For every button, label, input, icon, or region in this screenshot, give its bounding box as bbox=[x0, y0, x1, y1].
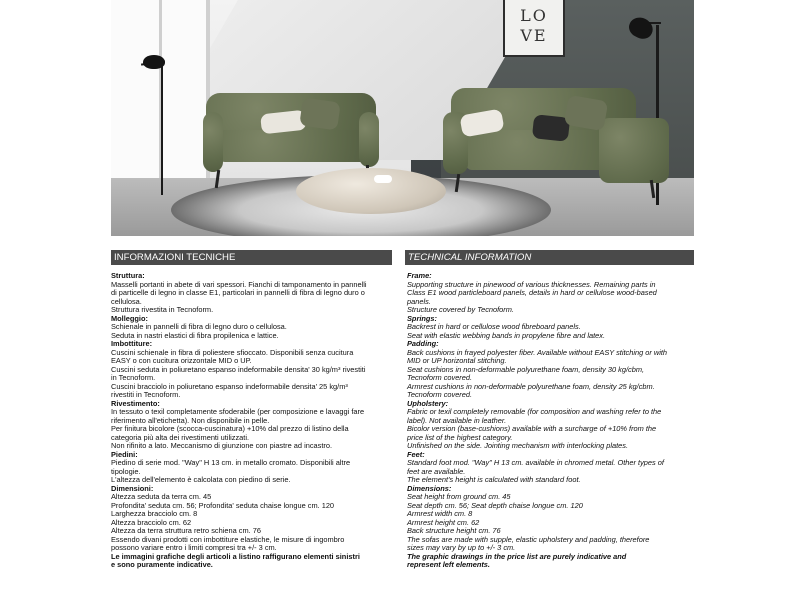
header-italian: INFORMAZIONI TECNICHE bbox=[111, 250, 392, 265]
disclaimer-line: Le immagini grafiche degli articoli a listino raffigurano elementi sinistri bbox=[111, 551, 360, 561]
spec-line: di particelle di legno in classe E1, particolari in pannelli di fibra di legno duro o bbox=[111, 288, 365, 297]
section-heading: Feet: bbox=[407, 449, 425, 459]
spec-line: Altezza seduta da terra cm. 45 bbox=[111, 492, 212, 501]
spec-line: Altezza da terra struttura retro schiena cm. 76 bbox=[111, 526, 261, 535]
spec-line: Larghezza bracciolo cm. 8 bbox=[111, 509, 198, 518]
product-photo bbox=[111, 0, 694, 236]
spec-line: Unfinished on the side. Jointing mechanism with interlocking plates. bbox=[407, 441, 629, 450]
poster-text-2: VE bbox=[520, 26, 548, 45]
spec-line: Bicolor version (base-cushions) available with a surcharge of +10% from the bbox=[407, 424, 657, 433]
spec-line: Piedino di serie mod. "Way" H 13 cm. in metallo cromato. Disponibili altre bbox=[111, 458, 351, 467]
section-heading: Molleggio: bbox=[111, 313, 148, 323]
spec-line: Seduta in nastri elastici di fibra propilenica e lattice. bbox=[111, 330, 279, 340]
spec-line: Tecnoform covered. bbox=[407, 390, 473, 399]
spec-line: feet are available. bbox=[407, 466, 466, 476]
spec-line: Altezza bracciolo cm. 62 bbox=[111, 517, 192, 527]
spec-line: Per finitura bicolore (scocca-cuscinatura) +10% dal prezzo di listino della bbox=[111, 424, 349, 433]
section-heading: Frame: bbox=[407, 271, 432, 280]
spec-line: riferimento all'etichetta). Non disponibile in pelle. bbox=[111, 415, 270, 425]
spec-line: Masselli portanti in abete di vari spessori. Fianchi di tamponamento in pannelli bbox=[111, 279, 367, 289]
spec-line: possono variare entro i limiti compresi tra +/- 3 cm. bbox=[111, 543, 277, 552]
spec-line: tipologie. bbox=[111, 466, 141, 476]
section-heading: Struttura: bbox=[111, 271, 145, 280]
spec-line: Seat with elastic webbing bands in propylene fibre and latex. bbox=[407, 330, 606, 340]
spec-line: The element's height is calculated with standard foot. bbox=[407, 475, 581, 484]
disclaimer-line: represent left elements. bbox=[407, 560, 490, 569]
spec-line: Cuscini bracciolo in poliuretano espanso indeformabile densita' 25 kg/m³ bbox=[111, 381, 348, 391]
photo-coffee-table bbox=[296, 168, 446, 214]
spec-line: sizes may vary by up to +/- 3 cm. bbox=[407, 543, 516, 552]
spec-line: MID or UP horizontal stitching. bbox=[407, 356, 507, 365]
spec-line: Cuscini seduta in poliuretano espanso indeformabile densita' 30 kg/m³ rivestiti bbox=[111, 364, 366, 374]
left-lamp-shade bbox=[143, 55, 165, 69]
spec-line: Schienale in pannelli di fibra di legno duro o cellulosa. bbox=[111, 322, 287, 331]
spec-line: Essendo divani prodotti con imbottiture elastiche, le misure di ingombro bbox=[111, 534, 345, 544]
spec-line: Seat height from ground cm. 45 bbox=[407, 492, 511, 501]
spec-line: Tecnoform covered. bbox=[407, 373, 473, 382]
section-heading: Imbottiture: bbox=[111, 339, 153, 348]
section-heading: Dimensioni: bbox=[111, 483, 154, 493]
spec-line: panels. bbox=[407, 296, 431, 306]
spec-line: L'altezza dell'elemento è calcolata con piedino di serie. bbox=[111, 475, 291, 484]
spec-line: Class E1 wood particleboard panels, details in hard or cellulose wood-based bbox=[407, 288, 657, 297]
spec-line: Armrest width cm. 8 bbox=[407, 509, 473, 518]
english-specs-column bbox=[407, 272, 697, 570]
left-sofa-pillow-green bbox=[299, 97, 341, 130]
section-heading: Piedini: bbox=[111, 449, 138, 459]
spec-line: Profondita' seduta cm. 56; Profondita' seduta chaise longue cm. 120 bbox=[111, 500, 335, 510]
spec-line: in Tecnoform. bbox=[111, 373, 156, 382]
disclaimer-line: e sono puramente indicative. bbox=[111, 560, 213, 569]
spec-line: Seat cushions in non-deformable polyurethane foam, density 30 kg/cbm, bbox=[407, 364, 645, 374]
spec-line: Armrest height cm. 62 bbox=[407, 517, 480, 527]
spec-line: Standard foot mod. "Way" H 13 cm. available in chromed metal. Other types of bbox=[407, 458, 664, 467]
spec-line: Supporting structure in pinewood of various thicknesses. Remaining parts in bbox=[407, 279, 656, 289]
spec-line: Fabric or texil completely removable (for composition and washing refer to the bbox=[407, 407, 662, 416]
spec-line: Back structure height cm. 76 bbox=[407, 526, 501, 535]
spec-line: cellulosa. bbox=[111, 296, 142, 306]
spec-line: Back cushions in frayed polyester fiber. Available without EASY stitching or with bbox=[407, 347, 668, 357]
spec-line: rivestiti in Tecnoform. bbox=[111, 390, 181, 399]
spec-line: Struttura rivestita in Tecnoform. bbox=[111, 305, 214, 314]
spec-line: Non rifinito a lato. Meccanismo di giunzione con piastre ad incastro. bbox=[111, 441, 333, 450]
section-heading: Springs: bbox=[407, 313, 437, 323]
spec-line: Armrest cushions in non-deformable polyurethane foam, density 25 kg/cbm. bbox=[407, 381, 655, 391]
left-lamp-stand bbox=[161, 60, 163, 195]
spec-line: categoria più alta dei rivestimenti utilizzati. bbox=[111, 432, 250, 442]
spec-line: price list of the highest category. bbox=[407, 432, 513, 442]
spec-line: Backrest in hard or cellulose wood fibreboard panels. bbox=[407, 322, 581, 331]
spec-line: Seat depth cm. 56; Seat depth chaise longue cm. 120 bbox=[407, 500, 583, 510]
disclaimer-line: The graphic drawings in the price list are purely indicative and bbox=[407, 551, 627, 561]
header-english: TECHNICAL INFORMATION bbox=[405, 250, 694, 265]
spec-line: EASY o con cucitura orizzontale MID o UP. bbox=[111, 356, 252, 365]
spec-line: In tessuto o texil completamente sfoderabile (per composizione e lavaggi fare bbox=[111, 407, 365, 416]
spec-line: Cuscini schienale in fibra di poliestere sfioccato. Disponibili senza cucitura bbox=[111, 347, 354, 357]
spec-line: label). Not available in leather. bbox=[407, 415, 507, 425]
section-heading: Rivestimento: bbox=[111, 398, 160, 408]
section-heading: Padding: bbox=[407, 339, 439, 348]
photo-book bbox=[374, 175, 392, 183]
photo-poster bbox=[503, 0, 565, 57]
spec-line: Structure covered by Tecnoform. bbox=[407, 305, 514, 314]
spec-line: The sofas are made with supple, elastic upholstery and padding, therefore bbox=[407, 534, 650, 544]
section-heading: Dimensions: bbox=[407, 483, 452, 493]
section-heading: Upholstery: bbox=[407, 398, 449, 408]
poster-text-1: LO bbox=[520, 6, 548, 25]
italian-specs-column bbox=[111, 272, 396, 570]
